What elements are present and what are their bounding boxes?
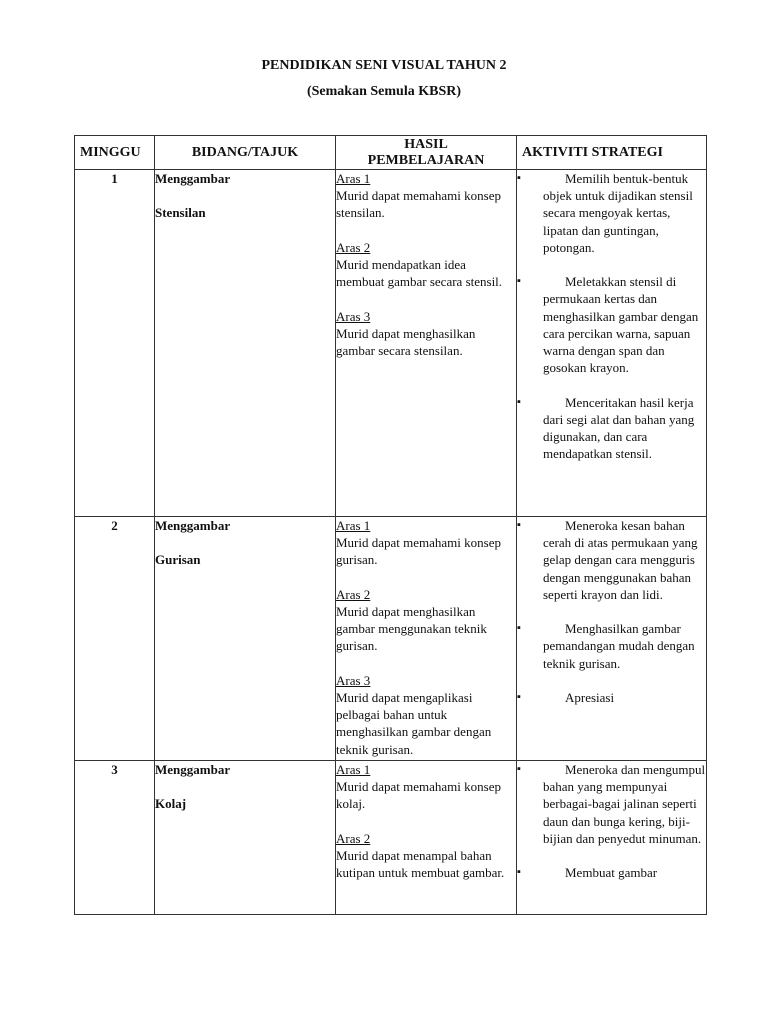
level-text: Murid dapat memahami konsep kolaj. [336,779,501,812]
week-cell: 1 [75,170,155,517]
table-row [75,170,707,517]
level-label: Aras 1 [336,171,371,186]
table-row [75,517,707,761]
header-activity: AKTIVITI STRATEGI [517,136,707,170]
header-topic: BIDANG/TAJUK [155,136,336,170]
level-label: Aras 2 [336,830,371,846]
bullet-icon: ▪ [517,395,521,408]
document-title: PENDIDIKAN SENI VISUAL TAHUN 2 [261,58,507,73]
level-label: Aras 2 [336,586,371,602]
document-subtitle: (Semakan Semula KBSR) [306,84,462,99]
activity-item: ▪ Apresiasi [517,690,615,705]
activity-cell [517,517,707,761]
topic-area: Menggambar [155,171,231,186]
level-text: Murid mendapatkan idea membuat gambar secara stensil. [336,257,503,290]
activity-item: ▪ Meneroka dan mengumpul bahan yang mempunyai berbagai-bagai jalinan seperti daun dan bunga kering, biji-bijian dan penyedut minuman. [517,762,706,846]
level-text: Murid dapat memahami konsep gurisan. [336,535,501,568]
syllabus-table [74,135,707,915]
level-text: Murid dapat memahami konsep stensilan. [336,188,501,221]
activity-item: ▪ Memilih bentuk-bentuk objek untuk dijadikan stensil secara mengoyak kertas, lipatan dan guntingan, potongan. [517,171,693,255]
header-week: MINGGU [75,136,155,170]
outcome-cell [336,517,517,761]
topic-cell [155,517,336,761]
header-outcome [336,136,517,170]
week-cell: 2 [75,517,155,761]
header-outcome-line1: HASIL [404,136,448,152]
outcome-cell [336,170,517,517]
bullet-icon: ▪ [517,519,521,531]
bullet-icon: ▪ [517,691,521,703]
topic-cell [155,170,336,517]
level-label: Aras 3 [336,308,371,324]
bullet-icon: ▪ [517,275,521,288]
header-outcome-line2: PEMBELAJARAN [367,152,485,168]
activity-item: ▪ Membuat gambar [517,865,658,881]
topic-area: Menggambar [155,518,231,533]
activity-item: ▪ Meneroka kesan bahan cerah di atas permukaan yang gelap dengan cara mengguris dengan menggunakan bahan seperti krayon dan lidi. [517,518,698,602]
level-label: Aras 1 [336,762,371,777]
topic-title: Stensilan [155,205,206,221]
table-row [75,761,707,915]
activity-item: ▪ Menghasilkan gambar pemandangan mudah dengan teknik gurisan. [517,621,695,671]
level-text: Murid dapat menampal bahan kutipan untuk membuat gambar. [336,848,505,881]
level-label: Aras 1 [336,518,371,533]
topic-cell [155,761,336,915]
table-header-row [75,136,707,170]
level-label: Aras 3 [336,672,371,688]
bullet-icon: ▪ [517,763,521,775]
topic-title: Kolaj [155,796,187,812]
week-cell: 3 [75,761,155,915]
level-label: Aras 2 [336,239,371,255]
level-text: Murid dapat menghasilkan gambar secara stensilan. [336,325,476,358]
bullet-icon: ▪ [517,172,521,184]
activity-item: ▪ Menceritakan hasil kerja dari segi alat dan bahan yang digunakan, dan cara mendapatkan stensil. [517,394,695,462]
bullet-icon: ▪ [517,866,521,879]
activity-cell [517,761,707,915]
bullet-icon: ▪ [517,622,521,635]
outcome-cell [336,761,517,915]
activity-cell [517,170,707,517]
level-text: Murid dapat menghasilkan gambar menggunakan teknik gurisan. [336,604,487,654]
topic-title: Gurisan [155,552,201,568]
topic-area: Menggambar [155,762,231,777]
level-text: Murid dapat mengaplikasi pelbagai bahan untuk menghasilkan gambar dengan teknik gurisan. [336,690,492,757]
activity-item: ▪ Meletakkan stensil di permukaan kertas dan menghasilkan gambar dengan cara percikan warna, sapuan warna dengan span dan gosokan krayon. [517,274,699,376]
